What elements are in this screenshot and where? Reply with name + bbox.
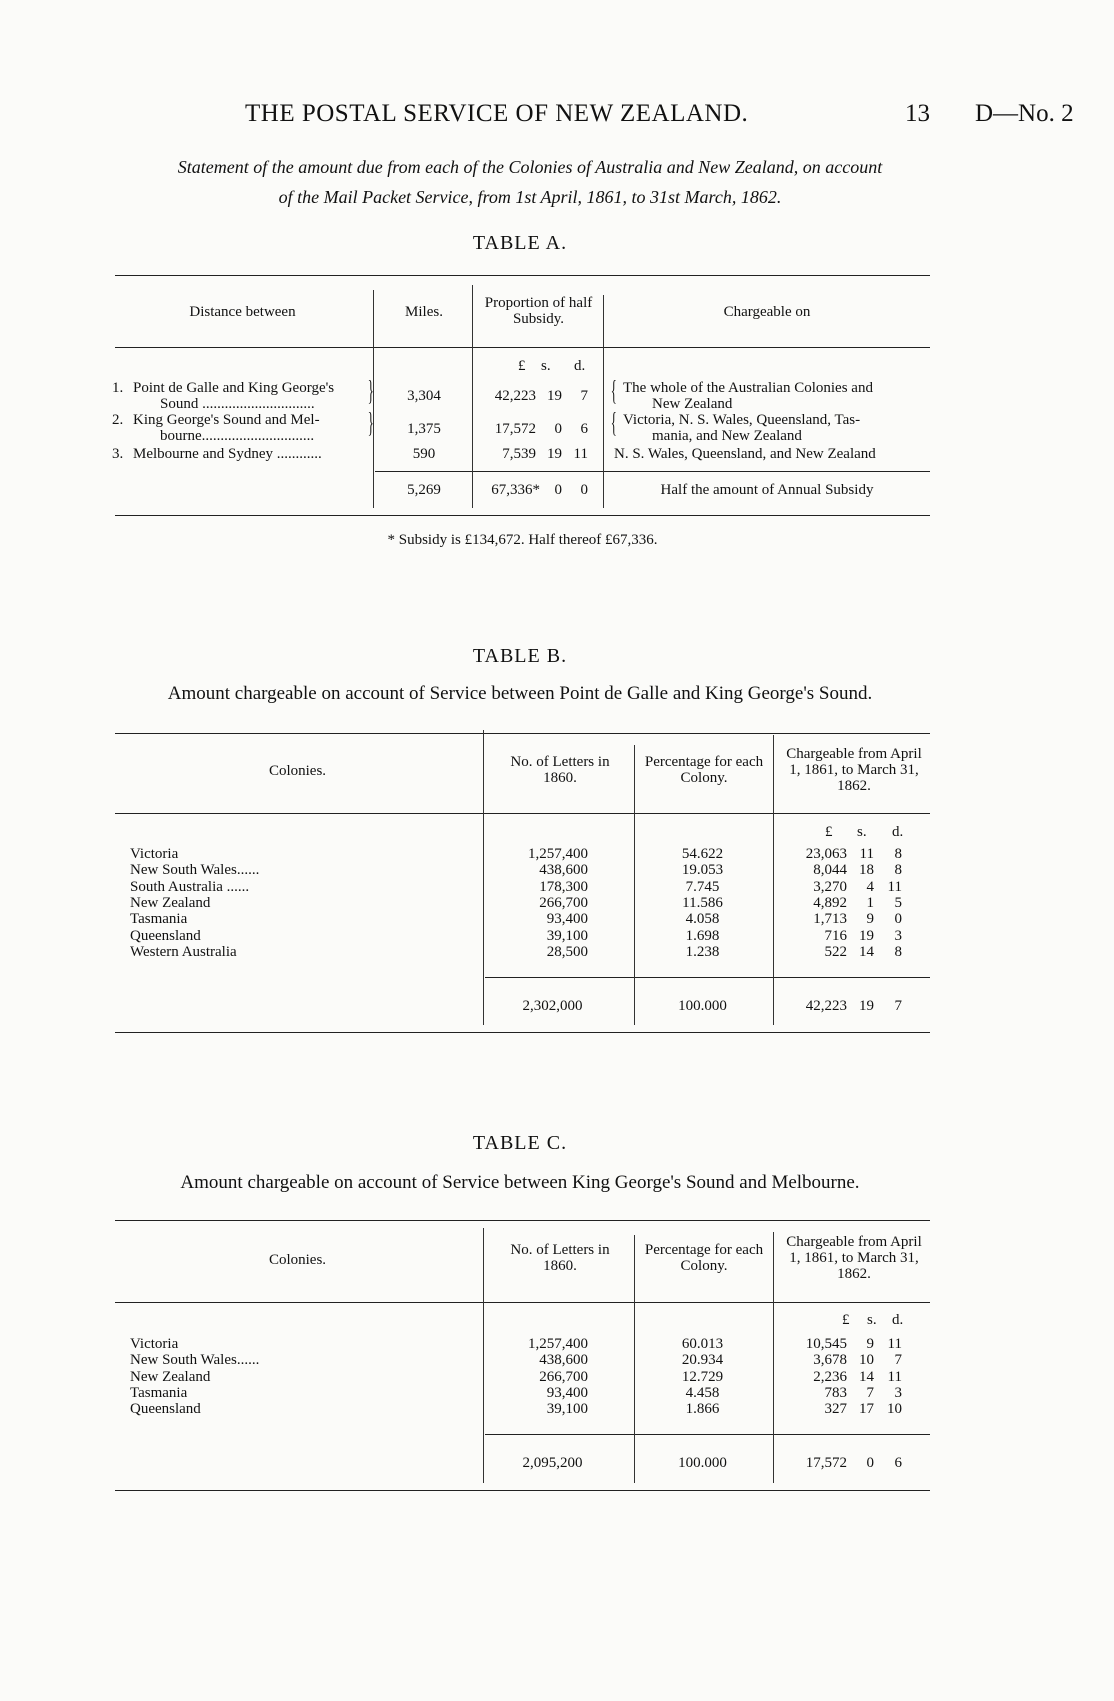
pounds-value: 2,236 bbox=[813, 1368, 847, 1385]
table-a-pounds-label: £ bbox=[518, 358, 526, 374]
colony-name: Victoria bbox=[130, 846, 179, 862]
table-b-shillings-label: s. bbox=[857, 824, 867, 840]
table-b-col-divider bbox=[634, 745, 635, 1025]
table-b-col-divider bbox=[773, 735, 774, 1025]
pence-value: 7 bbox=[894, 1352, 902, 1369]
pence-value: 5 bbox=[894, 894, 902, 911]
table-a-col-divider bbox=[603, 295, 604, 508]
table-c-header-colonies: Colonies. bbox=[268, 1252, 327, 1268]
miles-value: 3,304 bbox=[407, 388, 441, 404]
percentage-value: 7.745 bbox=[685, 878, 720, 895]
table-b-header-percentage: Percentage for each Colony. bbox=[644, 754, 764, 786]
pence-total: 7 bbox=[894, 998, 902, 1014]
statement-line-1: Statement of the amount due from each of the Colonies of Australia and New Zealand, on account bbox=[177, 157, 883, 177]
pounds-value: 8,044 bbox=[813, 862, 847, 879]
percentage-total: 100.000 bbox=[678, 998, 727, 1014]
pounds-value: 3,270 bbox=[813, 878, 847, 895]
percentage-value: 4.058 bbox=[685, 911, 720, 928]
pounds-value: 783 bbox=[824, 1384, 847, 1401]
colony-name: New South Wales...... bbox=[130, 1352, 260, 1369]
table-c-header-percentage: Percentage for each Colony. bbox=[644, 1242, 764, 1274]
pounds-value: 716 bbox=[824, 927, 847, 944]
letters-value: 39,100 bbox=[546, 1401, 588, 1418]
colony-name: New South Wales...... bbox=[130, 862, 260, 879]
pounds-total: 17,572 bbox=[805, 1455, 847, 1471]
percentage-value: 19.053 bbox=[681, 862, 724, 879]
chargeable-line-1: The whole of the Australian Colonies and bbox=[623, 380, 873, 396]
table-c-header-letters: No. of Letters in 1860. bbox=[510, 1242, 610, 1274]
pence-value: 10 bbox=[887, 1401, 902, 1418]
table-b-total-rule bbox=[485, 977, 930, 978]
pence-total: 0 bbox=[580, 482, 588, 498]
colony-name: New Zealand bbox=[130, 1368, 211, 1385]
colony-name: Tasmania bbox=[130, 1384, 188, 1401]
shillings-value: 9 bbox=[866, 911, 874, 928]
page-title: THE POSTAL SERVICE OF NEW ZEALAND. bbox=[245, 100, 749, 127]
table-b-caption: TABLE B. bbox=[472, 645, 568, 667]
table-b-header-colonies: Colonies. bbox=[268, 763, 327, 779]
table-c-bottom-rule bbox=[115, 1490, 930, 1491]
shillings-value: 14 bbox=[859, 1368, 874, 1385]
row-number: 2. bbox=[112, 412, 124, 428]
pence-value: 8 bbox=[894, 862, 902, 879]
letters-value: 93,400 bbox=[546, 1384, 588, 1401]
pounds-value: 10,545 bbox=[805, 1336, 847, 1352]
route-line-2: bourne.............................. bbox=[160, 428, 315, 444]
miles-total: 5,269 bbox=[407, 482, 441, 498]
row-number: 3. bbox=[112, 446, 124, 462]
table-b-header-letters: No. of Letters in 1860. bbox=[510, 754, 610, 786]
table-c-caption: TABLE C. bbox=[472, 1132, 568, 1154]
pence-value: 8 bbox=[894, 846, 902, 862]
shillings-total: 0 bbox=[554, 482, 562, 498]
chargeable-line-2: mania, and New Zealand bbox=[652, 428, 802, 444]
shillings-value: 10 bbox=[859, 1352, 874, 1369]
pence-value: 11 bbox=[887, 1368, 902, 1385]
pounds-value: 1,713 bbox=[813, 911, 847, 928]
shillings-value: 7 bbox=[866, 1384, 874, 1401]
pence-value: 8 bbox=[894, 943, 902, 960]
pence-total: 6 bbox=[894, 1455, 902, 1471]
table-b-top-rule bbox=[115, 733, 930, 734]
colony-name: Victoria bbox=[130, 1336, 179, 1352]
shillings-total: 19 bbox=[859, 998, 874, 1014]
shillings-value: 11 bbox=[859, 846, 874, 862]
letters-total: 2,095,200 bbox=[522, 1455, 583, 1471]
letters-value: 93,400 bbox=[546, 911, 588, 928]
shillings-value: 1 bbox=[866, 894, 874, 911]
table-a-top-rule bbox=[115, 275, 930, 276]
pounds-total: 42,223 bbox=[805, 998, 847, 1014]
shillings-value: 18 bbox=[859, 862, 874, 879]
pence-value: 11 bbox=[887, 1336, 902, 1352]
table-c-total-rule bbox=[485, 1434, 930, 1435]
pence-value: 3 bbox=[894, 927, 902, 944]
table-b-col-divider bbox=[483, 730, 484, 1025]
percentage-value: 1.238 bbox=[685, 943, 720, 960]
colony-name: Queensland bbox=[130, 1401, 201, 1418]
table-c-col-divider bbox=[483, 1228, 484, 1483]
miles-value: 590 bbox=[412, 446, 436, 462]
table-c-header-rule bbox=[115, 1302, 930, 1303]
table-b-subtitle: Amount chargeable on account of Service between Point de Galle and King George's Sound. bbox=[167, 683, 873, 704]
pence-value: 3 bbox=[894, 1384, 902, 1401]
table-b-pounds-label: £ bbox=[825, 824, 833, 840]
route-line-1: King George's Sound and Mel- bbox=[133, 412, 320, 428]
table-a-shillings-label: s. bbox=[541, 358, 551, 374]
table-b-pence-label: d. bbox=[892, 824, 904, 840]
shillings-value: 9 bbox=[866, 1336, 874, 1352]
route-line-1: Melbourne and Sydney ............ bbox=[133, 446, 322, 462]
colony-name: Tasmania bbox=[130, 911, 188, 928]
table-a-header-rule bbox=[115, 347, 930, 348]
colony-name: New Zealand bbox=[130, 894, 211, 911]
pounds-value: 23,063 bbox=[805, 846, 847, 862]
percentage-value: 1.866 bbox=[685, 1401, 720, 1418]
shillings-value: 19 bbox=[547, 388, 562, 404]
shillings-value: 0 bbox=[554, 421, 562, 437]
letters-value: 1,257,400 bbox=[528, 846, 588, 862]
table-b-header-chargeable: Chargeable from April 1, 1861, to March 31, 1862. bbox=[786, 746, 922, 794]
pounds-value: 42,223 bbox=[494, 388, 536, 404]
table-c-shillings-label: s. bbox=[867, 1312, 877, 1328]
shillings-value: 19 bbox=[547, 446, 562, 462]
route-line-2: Sound .............................. bbox=[160, 396, 315, 412]
chargeable-total: Half the amount of Annual Subsidy bbox=[660, 482, 874, 498]
brace-glyph: } bbox=[367, 408, 374, 439]
percentage-value: 20.934 bbox=[681, 1352, 724, 1369]
table-a-pence-label: d. bbox=[574, 358, 586, 374]
letters-value: 28,500 bbox=[546, 943, 588, 960]
table-c-subtitle: Amount chargeable on account of Service between King George's Sound and Melbourne. bbox=[180, 1172, 860, 1193]
table-c-pence-label: d. bbox=[892, 1312, 904, 1328]
table-b-header-rule bbox=[115, 813, 930, 814]
shillings-value: 4 bbox=[866, 878, 874, 895]
letters-total: 2,302,000 bbox=[522, 998, 583, 1014]
letters-value: 438,600 bbox=[539, 862, 588, 879]
document-number: D—No. 2 bbox=[975, 100, 1074, 127]
miles-value: 1,375 bbox=[407, 421, 441, 437]
letters-value: 266,700 bbox=[539, 1368, 588, 1385]
shillings-total: 0 bbox=[866, 1455, 874, 1471]
pence-value: 6 bbox=[580, 421, 588, 437]
table-a-header-proportion: Proportion of half Subsidy. bbox=[484, 295, 593, 327]
pounds-total: 67,336* bbox=[491, 482, 540, 498]
table-a-header-chargeable: Chargeable on bbox=[723, 304, 811, 320]
pence-value: 0 bbox=[894, 911, 902, 928]
brace-glyph: { bbox=[610, 376, 617, 407]
pounds-value: 7,539 bbox=[502, 446, 536, 462]
pence-value: 11 bbox=[573, 446, 588, 462]
row-number: 1. bbox=[112, 380, 124, 396]
table-c-col-divider bbox=[634, 1235, 635, 1483]
table-a-header-distance: Distance between bbox=[189, 304, 296, 320]
table-b-bottom-rule bbox=[115, 1032, 930, 1033]
chargeable-line-1: Victoria, N. S. Wales, Queensland, Tas- bbox=[623, 412, 861, 428]
colony-name: South Australia ...... bbox=[130, 878, 250, 895]
pence-value: 7 bbox=[580, 388, 588, 404]
pounds-value: 522 bbox=[824, 943, 847, 960]
table-c-pounds-label: £ bbox=[842, 1312, 850, 1328]
percentage-value: 60.013 bbox=[681, 1336, 724, 1352]
shillings-value: 17 bbox=[859, 1401, 874, 1418]
letters-value: 1,257,400 bbox=[528, 1336, 588, 1352]
colony-name: Western Australia bbox=[130, 943, 237, 960]
pence-value: 11 bbox=[887, 878, 902, 895]
pounds-value: 327 bbox=[824, 1401, 847, 1418]
letters-value: 178,300 bbox=[539, 878, 588, 895]
colony-name: Queensland bbox=[130, 927, 201, 944]
table-a-caption: TABLE A. bbox=[472, 232, 568, 254]
percentage-total: 100.000 bbox=[678, 1455, 727, 1471]
pounds-value: 3,678 bbox=[813, 1352, 847, 1369]
percentage-value: 11.586 bbox=[682, 894, 723, 911]
table-a-col-divider bbox=[472, 285, 473, 508]
percentage-value: 1.698 bbox=[685, 927, 720, 944]
brace-glyph: { bbox=[610, 408, 617, 439]
table-a-header-miles: Miles. bbox=[405, 304, 443, 320]
table-c-header-chargeable: Chargeable from April 1, 1861, to March 31, 1862. bbox=[786, 1234, 922, 1282]
statement-heading bbox=[100, 152, 960, 212]
table-c-col-divider bbox=[773, 1232, 774, 1483]
table-a-footnote: * Subsidy is £134,672. Half thereof £67,336. bbox=[387, 532, 658, 548]
letters-value: 438,600 bbox=[539, 1352, 588, 1369]
shillings-value: 19 bbox=[859, 927, 874, 944]
percentage-value: 4.458 bbox=[685, 1384, 720, 1401]
table-a-bottom-rule bbox=[115, 515, 930, 516]
route-line-1: Point de Galle and King George's bbox=[133, 380, 335, 396]
table-a-total-rule bbox=[375, 471, 930, 472]
pounds-value: 4,892 bbox=[813, 894, 847, 911]
percentage-value: 54.622 bbox=[681, 846, 724, 862]
statement-line-2: of the Mail Packet Service, from 1st April, 1861, to 31st March, 1862. bbox=[278, 187, 782, 207]
chargeable-line-2: New Zealand bbox=[652, 396, 733, 412]
page-number: 13 bbox=[905, 100, 930, 127]
percentage-value: 12.729 bbox=[681, 1368, 724, 1385]
table-c-top-rule bbox=[115, 1220, 930, 1221]
letters-value: 39,100 bbox=[546, 927, 588, 944]
letters-value: 266,700 bbox=[539, 894, 588, 911]
shillings-value: 14 bbox=[859, 943, 874, 960]
chargeable-line-1: N. S. Wales, Queensland, and New Zealand bbox=[614, 446, 876, 462]
pounds-value: 17,572 bbox=[494, 421, 536, 437]
page-header bbox=[0, 100, 1114, 140]
brace-glyph: } bbox=[367, 376, 374, 407]
